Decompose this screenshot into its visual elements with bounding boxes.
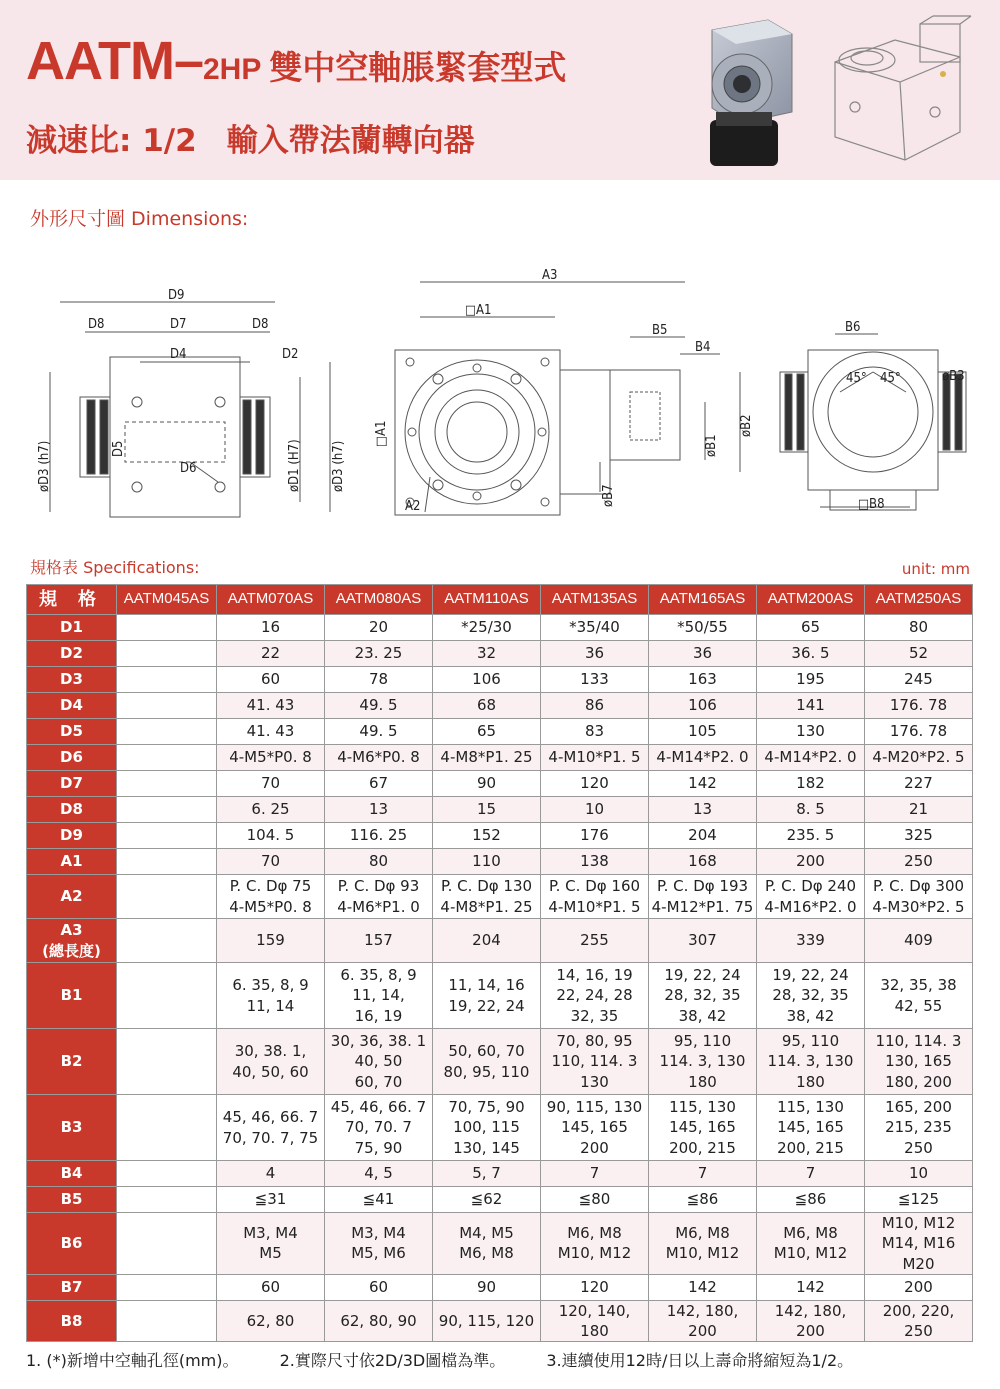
table-cell: 4-M14*P2. 0 — [757, 745, 865, 771]
table-cell: 204 — [433, 919, 541, 963]
row-label: D7 — [27, 771, 117, 797]
label-a2: A2 — [405, 499, 421, 514]
table-cell: 165, 200 215, 235 250 — [865, 1095, 973, 1161]
table-cell: 36 — [541, 641, 649, 667]
row-label: B5 — [27, 1187, 117, 1213]
table-cell: 142 — [649, 1274, 757, 1300]
table-cell: 339 — [757, 919, 865, 963]
table-cell: 21 — [865, 797, 973, 823]
table-cell: 52 — [865, 641, 973, 667]
row-label: A2 — [27, 875, 117, 919]
table-cell: 70 — [217, 849, 325, 875]
table-row — [27, 963, 973, 1029]
table-row — [27, 615, 973, 641]
table-cell: 106 — [649, 693, 757, 719]
label-angle-left: 45° — [846, 371, 867, 386]
table-cell: 250 — [865, 849, 973, 875]
table-cell: 70, 75, 90 100, 115 130, 145 — [433, 1095, 541, 1161]
table-cell — [117, 1213, 217, 1275]
header-band — [0, 0, 1000, 180]
model-header: AATM080AS — [325, 585, 433, 615]
table-cell: 110 — [433, 849, 541, 875]
table-cell: 86 — [541, 693, 649, 719]
table-cell: 11, 14, 16 19, 22, 24 — [433, 963, 541, 1029]
label-d2: D2 — [282, 347, 299, 362]
dimension-drawings — [37, 262, 980, 532]
title-variant: 2HP — [203, 53, 262, 86]
table-cell: 106 — [433, 667, 541, 693]
table-cell: 7 — [541, 1161, 649, 1187]
table-row — [27, 875, 973, 919]
label-d5: D5 — [111, 440, 126, 457]
table-cell — [117, 1161, 217, 1187]
table-cell: P. C. Dφ 160 4-M10*P1. 5 — [541, 875, 649, 919]
table-cell: 49. 5 — [325, 719, 433, 745]
table-corner-label: 規 格 — [27, 585, 117, 615]
table-cell: M10, M12 M14, M16 M20 — [865, 1213, 973, 1275]
table-cell: 4-M14*P2. 0 — [649, 745, 757, 771]
table-cell: 4 — [217, 1161, 325, 1187]
table-cell: 105 — [649, 719, 757, 745]
table-cell: 4-M5*P0. 8 — [217, 745, 325, 771]
row-label: D3 — [27, 667, 117, 693]
table-cell: 60 — [217, 1274, 325, 1300]
table-cell: 130 — [757, 719, 865, 745]
table-row — [27, 919, 973, 963]
unit-label: unit: mm — [901, 560, 970, 578]
row-label: B6 — [27, 1213, 117, 1275]
table-cell: 409 — [865, 919, 973, 963]
table-cell: 120 — [541, 771, 649, 797]
row-label: A3 (總長度) — [27, 919, 117, 963]
table-cell: 142 — [757, 1274, 865, 1300]
dimensions-title: 外形尺寸圖 Dimensions: — [30, 208, 249, 230]
table-cell: M3, M4 M5 — [217, 1213, 325, 1275]
table-cell — [117, 1274, 217, 1300]
row-label: B8 — [27, 1300, 117, 1342]
table-cell — [117, 849, 217, 875]
table-cell — [117, 797, 217, 823]
table-cell: *35/40 — [541, 615, 649, 641]
table-cell: 23. 25 — [325, 641, 433, 667]
table-cell: 142, 180, 200 — [757, 1300, 865, 1342]
footnotes — [26, 1348, 889, 1371]
table-cell: 65 — [757, 615, 865, 641]
table-cell: 4-M10*P1. 5 — [541, 745, 649, 771]
table-cell: *50/55 — [649, 615, 757, 641]
model-header: AATM250AS — [865, 585, 973, 615]
table-cell: 157 — [325, 919, 433, 963]
table-header-row — [27, 585, 973, 615]
table-cell: 80 — [865, 615, 973, 641]
table-cell: 8. 5 — [757, 797, 865, 823]
table-cell: 65 — [433, 719, 541, 745]
table-cell: 142, 180, 200 — [649, 1300, 757, 1342]
table-cell: 307 — [649, 919, 757, 963]
table-cell: 60 — [217, 667, 325, 693]
table-cell: 90 — [433, 771, 541, 797]
table-cell: ≦62 — [433, 1187, 541, 1213]
row-label: D6 — [27, 745, 117, 771]
row-label: D5 — [27, 719, 117, 745]
table-cell: P. C. Dφ 240 4-M16*P2. 0 — [757, 875, 865, 919]
table-cell: 120 — [541, 1274, 649, 1300]
table-cell: 7 — [757, 1161, 865, 1187]
table-row — [27, 719, 973, 745]
table-cell — [117, 919, 217, 963]
table-cell: 10 — [541, 797, 649, 823]
table-row — [27, 693, 973, 719]
row-label: D2 — [27, 641, 117, 667]
table-cell: 176. 78 — [865, 719, 973, 745]
model-header: AATM135AS — [541, 585, 649, 615]
table-cell: 15 — [433, 797, 541, 823]
table-row — [27, 823, 973, 849]
table-cell: 36 — [649, 641, 757, 667]
table-row — [27, 1161, 973, 1187]
table-cell: 68 — [433, 693, 541, 719]
label-b4: B4 — [695, 340, 711, 355]
table-cell: P. C. Dφ 300 4-M30*P2. 5 — [865, 875, 973, 919]
table-cell: 95, 110 114. 3, 130 180 — [757, 1029, 865, 1095]
table-row — [27, 667, 973, 693]
table-cell: 90, 115, 130 145, 165 200 — [541, 1095, 649, 1161]
table-cell: 6. 35, 8, 9 11, 14 — [217, 963, 325, 1029]
table-row — [27, 1300, 973, 1342]
title-description: 雙中空軸脹緊套型式 — [269, 49, 567, 86]
table-cell — [117, 1300, 217, 1342]
table-cell: P. C. Dφ 93 4-M6*P1. 0 — [325, 875, 433, 919]
table-cell: 133 — [541, 667, 649, 693]
table-row — [27, 745, 973, 771]
model-header: AATM045AS — [117, 585, 217, 615]
table-cell: 159 — [217, 919, 325, 963]
table-cell: 67 — [325, 771, 433, 797]
table-cell: 32, 35, 38 42, 55 — [865, 963, 973, 1029]
table-row — [27, 641, 973, 667]
model-header: AATM165AS — [649, 585, 757, 615]
table-row — [27, 1029, 973, 1095]
table-cell: P. C. Dφ 130 4-M8*P1. 25 — [433, 875, 541, 919]
table-cell: 115, 130 145, 165 200, 215 — [649, 1095, 757, 1161]
table-cell: 95, 110 114. 3, 130 180 — [649, 1029, 757, 1095]
label-b2: øB2 — [739, 414, 754, 437]
table-cell: 14, 16, 19 22, 24, 28 32, 35 — [541, 963, 649, 1029]
table-cell — [117, 963, 217, 1029]
label-a1-top: □A1 — [465, 303, 492, 318]
row-label: D9 — [27, 823, 117, 849]
table-cell: ≦41 — [325, 1187, 433, 1213]
table-cell: 16 — [217, 615, 325, 641]
table-cell: 32 — [433, 641, 541, 667]
row-label: B3 — [27, 1095, 117, 1161]
table-cell: 200 — [865, 1274, 973, 1300]
table-cell: 13 — [649, 797, 757, 823]
table-cell: 80 — [325, 849, 433, 875]
table-cell: ≦125 — [865, 1187, 973, 1213]
page-subtitle — [26, 115, 475, 160]
table-row — [27, 1187, 973, 1213]
table-cell: 60 — [325, 1274, 433, 1300]
table-cell: M6, M8 M10, M12 — [541, 1213, 649, 1275]
table-cell: 176 — [541, 823, 649, 849]
table-cell: 70, 80, 95 110, 114. 3 130 — [541, 1029, 649, 1095]
table-cell: 120, 140, 180 — [541, 1300, 649, 1342]
page-title — [26, 30, 566, 92]
label-d3-right: øD3 (h7) — [331, 440, 346, 492]
table-cell: 138 — [541, 849, 649, 875]
label-b1: øB1 — [704, 434, 719, 457]
label-d6: D6 — [180, 461, 197, 476]
row-label: B7 — [27, 1274, 117, 1300]
table-cell: 62, 80, 90 — [325, 1300, 433, 1342]
table-cell: 200, 220, 250 — [865, 1300, 973, 1342]
gearbox-outline-icon — [825, 12, 975, 167]
label-b8: □B8 — [858, 497, 885, 512]
spec-table — [26, 584, 973, 1342]
table-cell: 4, 5 — [325, 1161, 433, 1187]
label-d7: D7 — [170, 317, 187, 332]
label-d1: øD1 (H7) — [287, 439, 302, 492]
table-cell: P. C. Dφ 193 4-M12*P1. 75 — [649, 875, 757, 919]
table-cell: 152 — [433, 823, 541, 849]
table-cell: M4, M5 M6, M8 — [433, 1213, 541, 1275]
table-cell: M3, M4 M5, M6 — [325, 1213, 433, 1275]
table-cell: *25/30 — [433, 615, 541, 641]
label-d8-right: D8 — [252, 317, 269, 332]
table-cell: 115, 130 145, 165 200, 215 — [757, 1095, 865, 1161]
label-b3: øB3 — [942, 369, 965, 384]
table-cell — [117, 693, 217, 719]
label-b7: øB7 — [601, 484, 616, 507]
table-cell: 227 — [865, 771, 973, 797]
table-cell: 4-M8*P1. 25 — [433, 745, 541, 771]
table-cell: 4-M6*P0. 8 — [325, 745, 433, 771]
table-cell: 110, 114. 3 130, 165 180, 200 — [865, 1029, 973, 1095]
top-view-drawing — [395, 282, 740, 515]
model-header: AATM110AS — [433, 585, 541, 615]
gearbox-photo-icon — [690, 12, 800, 172]
table-row — [27, 849, 973, 875]
label-b5: B5 — [652, 323, 668, 338]
ratio-label: 減速比: 1/2 — [26, 123, 197, 159]
table-cell — [117, 641, 217, 667]
model-header: AATM070AS — [217, 585, 325, 615]
table-row — [27, 1213, 973, 1275]
row-label: B2 — [27, 1029, 117, 1095]
table-body — [27, 615, 973, 1342]
table-cell: 19, 22, 24 28, 32, 35 38, 42 — [649, 963, 757, 1029]
table-cell — [117, 667, 217, 693]
row-label: B1 — [27, 963, 117, 1029]
table-row — [27, 797, 973, 823]
table-cell: 36. 5 — [757, 641, 865, 667]
table-cell: P. C. Dφ 75 4-M5*P0. 8 — [217, 875, 325, 919]
table-cell: 141 — [757, 693, 865, 719]
label-angle-right: 45° — [880, 371, 901, 386]
title-model: AATM– — [26, 31, 203, 91]
table-cell: 163 — [649, 667, 757, 693]
table-cell: 50, 60, 70 80, 95, 110 — [433, 1029, 541, 1095]
table-cell — [117, 875, 217, 919]
table-cell: ≦31 — [217, 1187, 325, 1213]
table-cell: 10 — [865, 1161, 973, 1187]
table-cell: 45, 46, 66. 7 70, 70. 7 75, 90 — [325, 1095, 433, 1161]
table-cell — [117, 719, 217, 745]
table-cell: M6, M8 M10, M12 — [649, 1213, 757, 1275]
row-label: A1 — [27, 849, 117, 875]
table-cell: M6, M8 M10, M12 — [757, 1213, 865, 1275]
row-label: D1 — [27, 615, 117, 641]
table-cell: 83 — [541, 719, 649, 745]
table-cell: 6. 25 — [217, 797, 325, 823]
table-cell: 235. 5 — [757, 823, 865, 849]
table-row — [27, 771, 973, 797]
table-cell — [117, 771, 217, 797]
table-row — [27, 1095, 973, 1161]
label-a3: A3 — [542, 268, 558, 283]
table-cell: ≦80 — [541, 1187, 649, 1213]
table-cell: 245 — [865, 667, 973, 693]
table-cell: 195 — [757, 667, 865, 693]
table-cell: 255 — [541, 919, 649, 963]
side-view-drawing — [780, 334, 966, 510]
label-d9: D9 — [168, 288, 185, 303]
table-cell: 45, 46, 66. 7 70, 70. 7, 75 — [217, 1095, 325, 1161]
table-cell: 90, 115, 120 — [433, 1300, 541, 1342]
label-d4: D4 — [170, 347, 187, 362]
table-cell: 78 — [325, 667, 433, 693]
table-cell: 41. 43 — [217, 693, 325, 719]
table-cell: 13 — [325, 797, 433, 823]
specs-title: 規格表 Specifications: — [30, 558, 200, 577]
table-cell — [117, 823, 217, 849]
table-cell: 142 — [649, 771, 757, 797]
table-cell: 325 — [865, 823, 973, 849]
table-cell: 4-M20*P2. 5 — [865, 745, 973, 771]
label-b6: B6 — [845, 320, 861, 335]
table-cell: 182 — [757, 771, 865, 797]
table-cell — [117, 1029, 217, 1095]
subtitle-description: 輸入帶法蘭轉向器 — [226, 123, 475, 159]
table-cell: 200 — [757, 849, 865, 875]
table-cell: 70 — [217, 771, 325, 797]
table-cell: ≦86 — [757, 1187, 865, 1213]
table-cell — [117, 615, 217, 641]
table-cell: 204 — [649, 823, 757, 849]
table-cell: 30, 38. 1, 40, 50, 60 — [217, 1029, 325, 1095]
table-cell: ≦86 — [649, 1187, 757, 1213]
table-cell: 22 — [217, 641, 325, 667]
table-cell: 116. 25 — [325, 823, 433, 849]
table-cell: 62, 80 — [217, 1300, 325, 1342]
row-label: B4 — [27, 1161, 117, 1187]
table-cell: 90 — [433, 1274, 541, 1300]
table-cell: 19, 22, 24 28, 32, 35 38, 42 — [757, 963, 865, 1029]
label-d8-left: D8 — [88, 317, 105, 332]
table-cell: 104. 5 — [217, 823, 325, 849]
label-a1-side: □A1 — [374, 420, 389, 447]
table-cell: 6. 35, 8, 9 11, 14, 16, 19 — [325, 963, 433, 1029]
footnote: 2.實際尺寸依2D/3D圖檔為準。 — [279, 1351, 506, 1370]
table-cell: 20 — [325, 615, 433, 641]
table-cell: 49. 5 — [325, 693, 433, 719]
label-d3-left: øD3 (h7) — [37, 440, 52, 492]
table-cell: 5, 7 — [433, 1161, 541, 1187]
table-cell: 7 — [649, 1161, 757, 1187]
model-header: AATM200AS — [757, 585, 865, 615]
table-cell: 176. 78 — [865, 693, 973, 719]
table-cell — [117, 1187, 217, 1213]
footnote: 1. (*)新增中空軸孔徑(mm)。 — [26, 1351, 239, 1370]
footnote: 3.連續使用12時/日以上壽命將縮短為1/2。 — [546, 1351, 854, 1370]
table-cell: 41. 43 — [217, 719, 325, 745]
table-cell — [117, 745, 217, 771]
row-label: D4 — [27, 693, 117, 719]
table-cell — [117, 1095, 217, 1161]
table-cell: 30, 36, 38. 1 40, 50 60, 70 — [325, 1029, 433, 1095]
row-label: D8 — [27, 797, 117, 823]
table-cell: 168 — [649, 849, 757, 875]
table-row — [27, 1274, 973, 1300]
